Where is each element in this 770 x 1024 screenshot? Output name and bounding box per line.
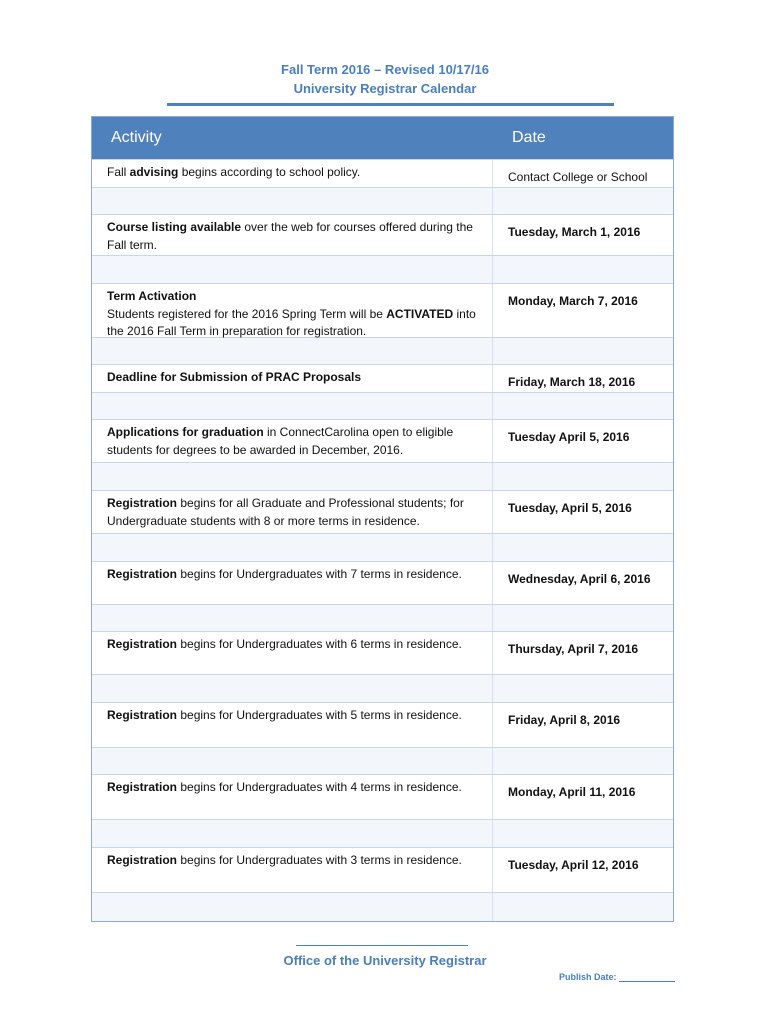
spacer-row bbox=[92, 337, 673, 364]
spacer-row bbox=[92, 819, 673, 847]
spacer-cell bbox=[92, 893, 493, 921]
activity-text: Registration bbox=[107, 637, 178, 651]
activity-text: advising bbox=[129, 165, 179, 179]
table-row bbox=[92, 159, 673, 187]
spacer-row bbox=[92, 604, 673, 631]
activity-cell bbox=[92, 284, 493, 337]
activity-cell bbox=[92, 562, 493, 604]
spacer-cell bbox=[92, 820, 493, 847]
date-cell: Wednesday, April 6, 2016 bbox=[508, 572, 651, 586]
footer-rule bbox=[296, 945, 468, 946]
activity-cell bbox=[92, 632, 493, 674]
activity-cell bbox=[92, 775, 493, 819]
table-header bbox=[92, 117, 673, 159]
spacer-row bbox=[92, 462, 673, 490]
table-row bbox=[92, 214, 673, 255]
table-row bbox=[92, 561, 673, 604]
activity-cell bbox=[92, 703, 493, 747]
activity-text: Registration bbox=[107, 853, 178, 867]
activity-text: into the 2016 Fall Term in preparation for registration. bbox=[107, 306, 476, 338]
activity-text: Students registered for the 2016 Spring Term will be bbox=[107, 306, 387, 321]
spacer-row bbox=[92, 747, 673, 774]
table-body bbox=[92, 159, 673, 921]
spacer-cell bbox=[92, 748, 493, 774]
spacer-cell bbox=[92, 338, 493, 364]
table-row bbox=[92, 490, 673, 533]
activity-cell bbox=[92, 215, 493, 255]
date-cell: Friday, April 8, 2016 bbox=[508, 713, 621, 727]
activity-text: Course listing available bbox=[107, 220, 242, 234]
column-header-activity: Activity bbox=[111, 129, 162, 146]
table-row bbox=[92, 419, 673, 462]
activity-text: in ConnectCarolina open to eligible students for degrees to be awarded in December, 2016. bbox=[107, 425, 454, 457]
date-cell: Thursday, April 7, 2016 bbox=[508, 642, 639, 656]
column-header-date: Date bbox=[512, 129, 546, 146]
activity-cell bbox=[92, 420, 493, 462]
spacer-cell bbox=[92, 393, 493, 419]
activity-text: begins for all Graduate and Professional students; for Undergraduate students with 8 or more terms in residence. bbox=[107, 496, 464, 528]
spacer-cell bbox=[92, 675, 493, 702]
table-row bbox=[92, 774, 673, 819]
activity-text: begins for Undergraduates with 6 terms in residence. bbox=[177, 637, 462, 651]
activity-text: Fall bbox=[107, 165, 130, 179]
spacer-cell bbox=[92, 534, 493, 561]
table-row bbox=[92, 364, 673, 392]
activity-text: over the web for courses offered during the Fall term. bbox=[107, 220, 473, 252]
table-row bbox=[92, 702, 673, 747]
document-header bbox=[0, 60, 770, 98]
table-row bbox=[92, 631, 673, 674]
publish-date bbox=[559, 972, 675, 982]
date-cell: Monday, April 11, 2016 bbox=[508, 785, 636, 799]
spacer-row bbox=[92, 255, 673, 283]
activity-text: ACTIVATED bbox=[386, 306, 454, 321]
table-row bbox=[92, 283, 673, 337]
date-cell: Tuesday, March 1, 2016 bbox=[508, 225, 641, 239]
spacer-row bbox=[92, 533, 673, 561]
activity-cell bbox=[92, 365, 493, 392]
activity-text: Registration bbox=[107, 496, 178, 510]
activity-text: begins for Undergraduates with 7 terms in residence. bbox=[177, 567, 462, 581]
activity-text: Registration bbox=[107, 780, 178, 794]
header-title: Fall Term 2016 – Revised 10/17/16 bbox=[281, 62, 489, 77]
activity-text: begins for Undergraduates with 5 terms in residence. bbox=[177, 708, 462, 722]
spacer-row bbox=[92, 674, 673, 702]
date-cell: Friday, March 18, 2016 bbox=[508, 375, 636, 389]
activity-cell bbox=[92, 848, 493, 892]
spacer-row bbox=[92, 892, 673, 921]
activity-text: Deadline for Submission of PRAC Proposals bbox=[107, 370, 362, 384]
date-cell: Tuesday, April 5, 2016 bbox=[508, 501, 632, 515]
date-cell: Monday, March 7, 2016 bbox=[508, 294, 638, 308]
publish-date-blank bbox=[619, 973, 675, 982]
activity-cell bbox=[92, 491, 493, 533]
spacer-cell bbox=[92, 463, 493, 490]
activity-text: Term Activation bbox=[107, 289, 197, 303]
header-subtitle: University Registrar Calendar bbox=[293, 81, 477, 96]
publish-date-label: Publish Date: bbox=[559, 972, 617, 982]
header-rule bbox=[167, 103, 614, 106]
spacer-row bbox=[92, 187, 673, 214]
spacer-cell bbox=[92, 188, 493, 214]
activity-cell bbox=[92, 160, 493, 187]
spacer-cell bbox=[92, 605, 493, 631]
footer-office: Office of the University Registrar bbox=[283, 953, 487, 968]
activity-text: begins according to school policy. bbox=[178, 165, 361, 179]
activity-text: begins for Undergraduates with 4 terms in residence. bbox=[177, 780, 462, 794]
date-cell: Tuesday April 5, 2016 bbox=[508, 430, 630, 444]
activity-text: begins for Undergraduates with 3 terms in residence. bbox=[177, 853, 462, 867]
table-row bbox=[92, 847, 673, 892]
activity-text: Registration bbox=[107, 708, 178, 722]
spacer-cell bbox=[92, 256, 493, 283]
calendar-table bbox=[91, 116, 674, 922]
activity-text: Registration bbox=[107, 567, 178, 581]
spacer-row bbox=[92, 392, 673, 419]
date-cell: Tuesday, April 12, 2016 bbox=[508, 858, 639, 872]
activity-text: Applications for graduation bbox=[107, 425, 264, 439]
date-cell: Contact College or School bbox=[508, 170, 648, 184]
